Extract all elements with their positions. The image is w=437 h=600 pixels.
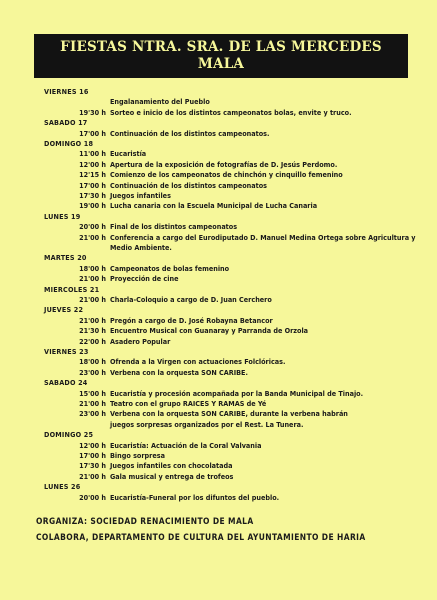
event-description: Verbena con la orquesta SON CARIBE.	[110, 367, 248, 377]
event-description: Apertura de la exposición de fotografías de D. Jesús Perdomo.	[110, 159, 338, 169]
festival-program	[44, 87, 424, 503]
event-description: Engalanamiento del Pueblo	[110, 97, 210, 107]
event-description-continued: juegos sorpresas organizados por el Rest. La Tunera.	[110, 419, 304, 429]
event-description: Sorteo e inicio de los distintos campeonatos bolas, envite y truco.	[110, 107, 352, 117]
event-description: Comienzo de los campeonatos de chinchón y cinquillo femenino	[110, 170, 343, 180]
event-row	[44, 160, 424, 170]
event-time: 21'00 h	[79, 471, 106, 481]
event-time: 21'00 h	[79, 295, 106, 305]
event-time: 12'15 h	[79, 170, 106, 180]
day-heading: DOMINGO 25	[44, 430, 94, 440]
event-description: Eucaristía	[110, 149, 147, 159]
event-time: 18'00 h	[79, 263, 106, 273]
event-row	[44, 274, 424, 284]
event-row	[44, 368, 424, 378]
title-line-2: MALA	[197, 56, 245, 72]
event-time: 22'00 h	[79, 336, 106, 346]
event-row	[44, 409, 424, 419]
event-time: 17'30 h	[79, 461, 106, 471]
day-heading: MIERCOLES 21	[44, 284, 100, 294]
event-time: 17'00 h	[79, 128, 106, 138]
title-line-1: FIESTAS NTRA. SRA. DE LAS MERCEDES	[60, 39, 382, 55]
event-description: Eucaristía-Funeral por los difuntos del pueblo.	[110, 492, 280, 502]
event-description: Eucaristía y procesión acompañada por la Banda Municipal de Tinajo.	[110, 388, 364, 398]
event-row	[44, 191, 424, 201]
title-banner	[34, 34, 408, 78]
event-row	[44, 399, 424, 409]
event-row	[44, 461, 424, 471]
event-description: Continuación de los distintos campeonatos	[110, 180, 268, 190]
event-description: Verbena con la orquesta SON CARIBE, durante la verbena habrán	[110, 409, 348, 419]
event-time: 17'00 h	[79, 451, 106, 461]
day-heading: VIERNES 23	[44, 347, 89, 357]
event-time: 17'30 h	[79, 191, 106, 201]
event-time: 23'00 h	[79, 367, 106, 377]
event-time: 19'00 h	[79, 201, 106, 211]
event-row	[44, 222, 424, 232]
event-description: Conferencia a cargo del Eurodiputado D. Manuel Medina Ortega sobre Agricultura y	[110, 232, 416, 242]
event-time: 11'00 h	[79, 149, 106, 159]
day-heading: LUNES 19	[44, 211, 81, 221]
event-time: 19'30 h	[79, 107, 106, 117]
day-heading: SABADO 17	[44, 118, 88, 128]
day-heading: MARTES 20	[44, 253, 87, 263]
event-row	[44, 97, 424, 107]
event-time: 21'00 h	[79, 315, 106, 325]
event-row	[44, 264, 424, 274]
event-row	[44, 326, 424, 336]
event-description: Proyección de cine	[110, 274, 179, 284]
event-time: 23'00 h	[79, 409, 106, 419]
event-time: 17'00 h	[79, 180, 106, 190]
event-time: 15'00 h	[79, 388, 106, 398]
event-description: Asadero Popular	[110, 336, 171, 346]
credits	[36, 513, 366, 545]
event-row	[44, 441, 424, 451]
event-time: 12'00 h	[79, 159, 106, 169]
day-heading: DOMINGO 18	[44, 139, 94, 148]
event-time: 20'00 h	[79, 492, 106, 502]
event-description: Encuentro Musical con Guanaray y Parranda de Orzola	[110, 326, 309, 336]
event-row	[44, 316, 424, 326]
event-row	[44, 357, 424, 367]
event-time: 21'30 h	[79, 326, 106, 336]
event-description: Final de los distintos campeonatos	[110, 222, 238, 232]
event-row	[44, 337, 424, 347]
event-row	[44, 181, 424, 191]
event-time: 21'00 h	[79, 399, 106, 409]
event-row	[44, 451, 424, 461]
event-description: Juegos infantiles	[110, 191, 171, 201]
event-time: 20'00 h	[79, 222, 106, 232]
event-row	[44, 295, 424, 305]
event-description: Pregón a cargo de D. José Robayna Betancor	[110, 315, 273, 325]
event-description: Bingo sorpresa	[110, 451, 165, 461]
event-row	[44, 493, 424, 503]
day-heading: SABADO 24	[44, 378, 88, 388]
event-description: Campeonatos de bolas femenino	[110, 263, 230, 273]
event-description: Eucaristía: Actuación de la Coral Valvania	[110, 440, 262, 450]
collaborator-line: COLABORA, DEPARTAMENTO DE CULTURA DEL AYUNTAMIENTO DE HARIA	[36, 532, 366, 542]
event-row	[44, 233, 424, 243]
event-time: 21'00 h	[79, 274, 106, 284]
event-row	[44, 472, 424, 482]
event-row	[44, 129, 424, 139]
day-heading: LUNES 26	[44, 482, 81, 492]
event-row	[44, 170, 424, 180]
event-description: Teatro con el grupo RAICES Y RAMAS de Yé	[110, 399, 267, 409]
event-row	[44, 201, 424, 211]
day-heading: JUEVES 22	[44, 305, 84, 315]
event-description-continued: Medio Ambiente.	[110, 243, 172, 253]
event-row	[44, 389, 424, 399]
event-description: Ofrenda a la Virgen con actuaciones Folclóricas.	[110, 357, 286, 367]
event-row	[44, 149, 424, 159]
event-time: 21'00 h	[79, 232, 106, 242]
day-heading: VIERNES 16	[44, 87, 89, 96]
event-description: Continuación de los distintos campeonatos.	[110, 128, 270, 138]
event-description: Gala musical y entrega de trofeos	[110, 471, 234, 481]
event-description: Charla-Coloquio a cargo de D. Juan Cerchero	[110, 295, 272, 305]
event-time	[76, 97, 110, 107]
event-time: 18'00 h	[79, 357, 106, 367]
event-time: 12'00 h	[79, 440, 106, 450]
event-row	[44, 108, 424, 118]
event-description: Juegos infantiles con chocolatada	[110, 461, 233, 471]
organizer-line: ORGANIZA: SOCIEDAD RENACIMIENTO DE MALA	[36, 516, 254, 526]
event-description: Lucha canaria con la Escuela Municipal de Lucha Canaria	[110, 201, 318, 211]
